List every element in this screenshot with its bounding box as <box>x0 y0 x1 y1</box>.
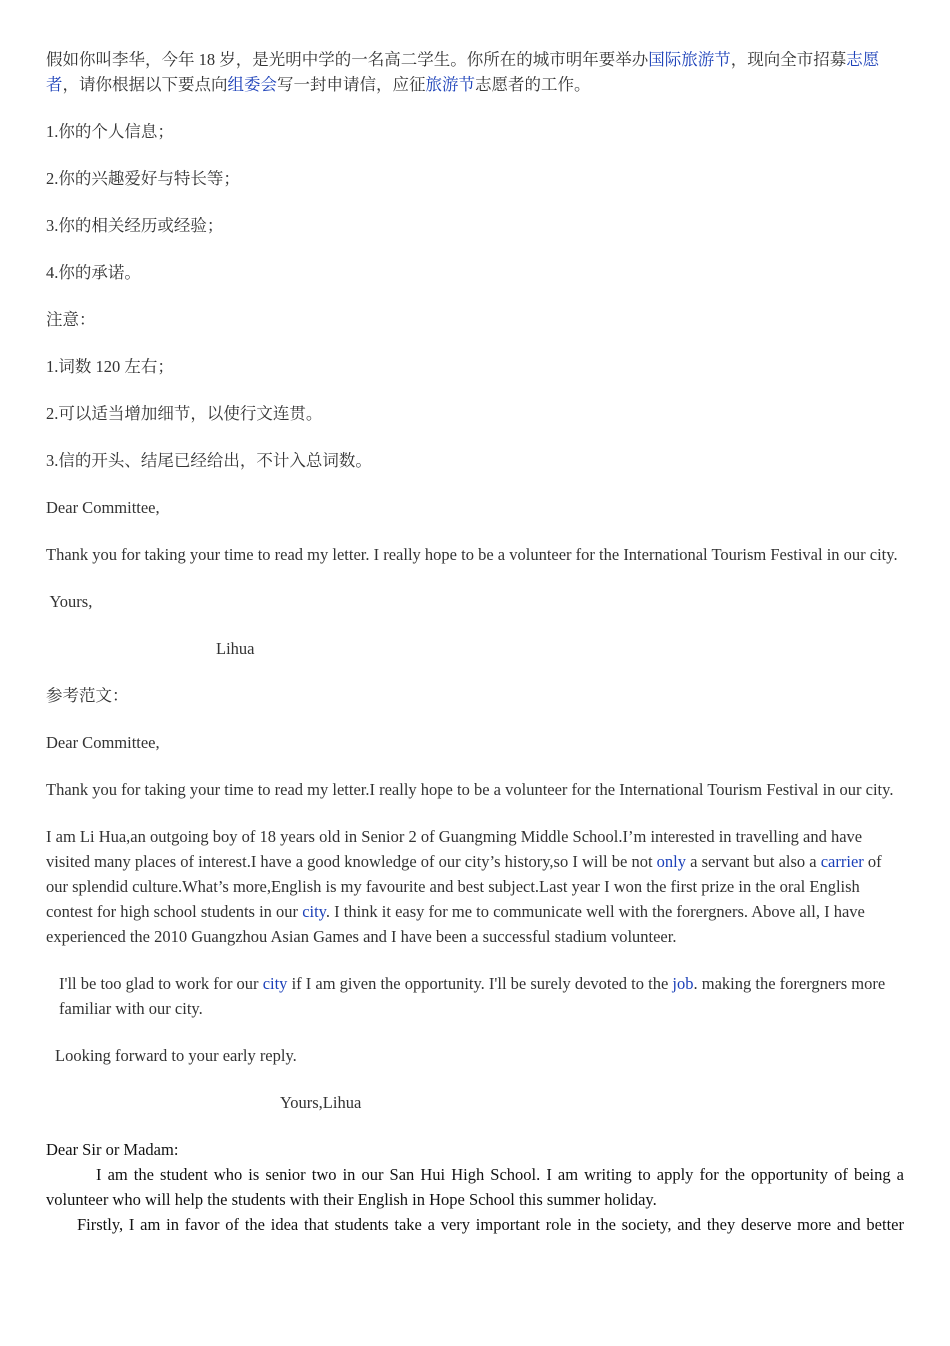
sample-text: . I think it easy for me to communicate well with the forergners. Above all, I have experienced the 2010 Guangzhou Asian Games and I have been a successful stadium volunteer. <box>46 902 865 946</box>
sample-text: I'll be too glad to work for our <box>59 974 263 993</box>
prompt-text: ，现向全市招募 <box>730 50 847 69</box>
sample-text: a servant but also a <box>686 852 821 871</box>
letter-greeting: Dear Committee, <box>46 498 160 517</box>
letter-signature: Lihua <box>216 639 255 658</box>
link-carrier[interactable]: carrier <box>820 852 864 871</box>
sample-text: if I am given the opportunity. I'll be surely devoted to the <box>287 974 673 993</box>
note-3: 3.信的开头、结尾已经给出，不计入总词数。 <box>46 451 372 470</box>
sample-greeting: Dear Committee, <box>46 733 160 752</box>
notes-label: 注意： <box>46 310 96 329</box>
letter-opening: Thank you for taking your time to read my letter. I really hope to be a volunteer for the International Tourism Festival in our city. <box>46 545 898 564</box>
sample-opening: Thank you for taking your time to read my letter.I really hope to be a volunteer for the International Tourism Festival in our city. <box>46 780 894 799</box>
document-page <box>46 47 904 1237</box>
sample-body-paragraph-1 <box>46 824 904 949</box>
prompt-point-2: 2.你的兴趣爱好与特长等； <box>46 169 240 188</box>
second-essay <box>46 1137 904 1237</box>
sample-text: . making the forergners more familiar with our city. <box>59 974 886 1018</box>
prompt-text: 假如你叫李华，今年 18 岁，是光明中学的一名高二学生。你所在的城市明年要举办 <box>46 50 649 69</box>
prompt-text: 写一封申请信，应征 <box>277 75 426 94</box>
letter-closing: Yours, <box>46 592 93 611</box>
sample-signoff: Yours,Lihua <box>280 1093 362 1112</box>
link-tourism-festival[interactable]: 旅游节 <box>425 75 475 94</box>
prompt-point-1: 1.你的个人信息； <box>46 122 174 141</box>
link-city[interactable]: city <box>262 974 288 993</box>
link-city[interactable]: city <box>302 902 326 921</box>
essay2-paragraph-1: I am the student who is senior two in our San Hui High School. I am writing to apply for the opportunity of being a volunteer who will help the students with their English in Hope School this summer holiday. <box>46 1165 904 1209</box>
essay2-greeting: Dear Sir or Madam: <box>46 1140 179 1159</box>
link-job[interactable]: job <box>672 974 694 993</box>
note-2: 2.可以适当增加细节，以使行文连贯。 <box>46 404 323 423</box>
sample-body-paragraph-2 <box>46 971 904 1021</box>
link-international-tourism-festival[interactable]: 国际旅游节 <box>648 50 731 69</box>
sample-text: of our splendid culture.What’s more,English is my favourite and best subject.Last year I won the first prize in the oral English contest for high school students in our <box>46 852 882 921</box>
note-1: 1.词数 120 左右； <box>46 357 174 376</box>
essay2-paragraph-2: Firstly, I am in favor of the idea that students take a very important role in the society, and they deserve more and better <box>77 1215 904 1234</box>
sample-looking-forward: Looking forward to your early reply. <box>55 1046 297 1065</box>
sample-label: 参考范文： <box>46 686 129 705</box>
link-volunteer[interactable]: 志愿者 <box>46 50 880 94</box>
prompt-text: ，请你根据以下要点向 <box>62 75 228 94</box>
prompt-point-3: 3.你的相关经历或经验； <box>46 216 224 235</box>
prompt-intro <box>46 47 904 97</box>
sample-text: I am Li Hua,an outgoing boy of 18 years old in Senior 2 of Guangming Middle School.I’m interested in travelling and have visited many places of interest.I have a good knowledge of our city’s history,so I will be not <box>46 827 863 871</box>
prompt-text: 志愿者的工作。 <box>475 75 591 94</box>
link-only[interactable]: only <box>656 852 687 871</box>
prompt-point-4: 4.你的承诺。 <box>46 263 141 282</box>
link-organizing-committee[interactable]: 组委会 <box>227 75 277 94</box>
